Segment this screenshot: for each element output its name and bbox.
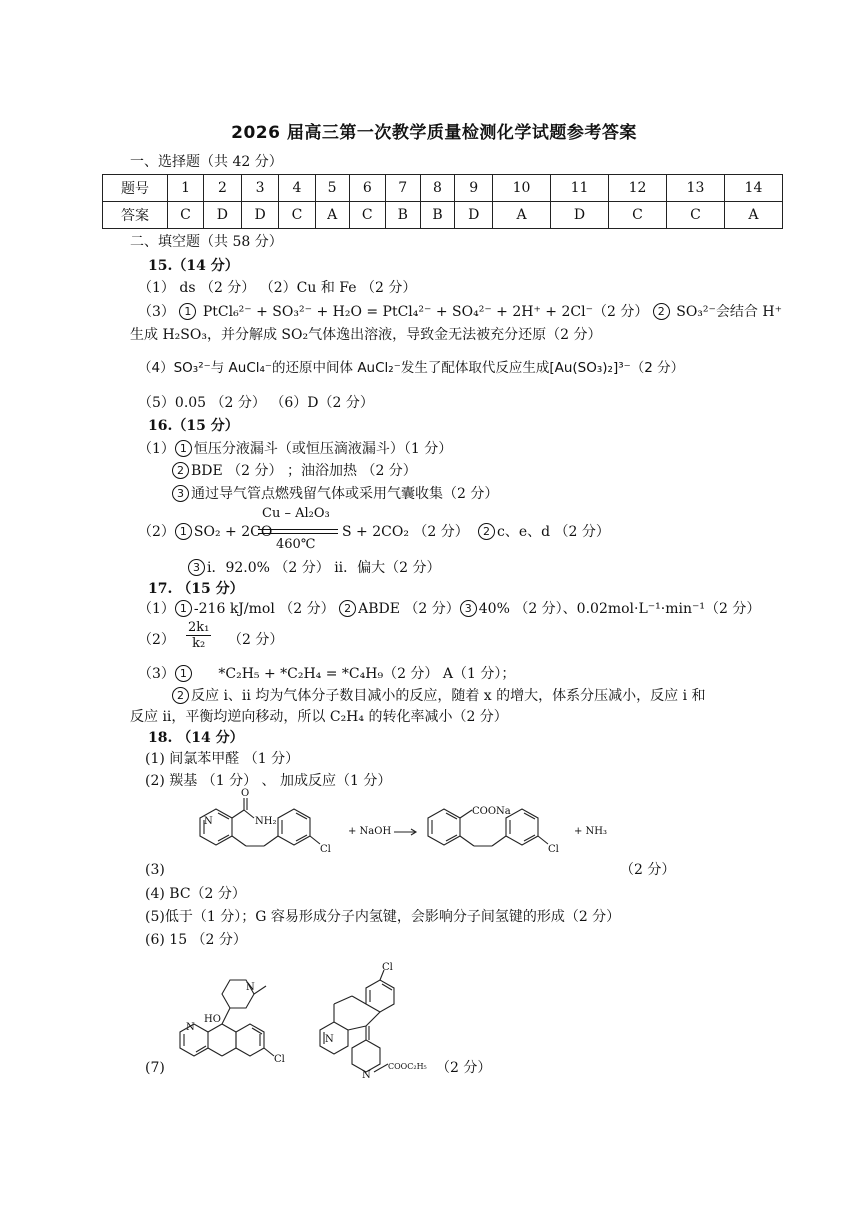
section2-heading: 二、填空题（共 58 分） [130, 234, 283, 250]
structure1-n-label: N [186, 1022, 195, 1033]
q15-line3: 生成 H₂SO₃，并分解成 SO₂气体逸出溶液，导致金无法被充分还原（2 分） [130, 327, 602, 343]
answer-cell: A [315, 202, 349, 229]
byproduct-nh3: + NH₃ [574, 826, 608, 837]
q-number: 3 [241, 175, 279, 202]
q15-label: 15.（14 分） [148, 258, 239, 274]
row-header-answer: 答案 [103, 202, 168, 229]
q17-choice: ABDE （2 分） [358, 601, 460, 617]
answer-cell: C [279, 202, 315, 229]
q17-fraction [186, 620, 211, 651]
q17-elementary-step: *C₂H₅ + *C₂H₄ = *C₄H₉（2 分） A（1 分）； [218, 666, 516, 682]
q17-line4 [172, 686, 706, 706]
answer-table [102, 174, 783, 229]
reagent-naoh: + NaOH [348, 826, 392, 837]
circled-number: 3 [172, 485, 189, 502]
q-number: 12 [609, 175, 667, 202]
q18-line6: (6) 15 （2 分） [145, 932, 247, 948]
amide-nh2-label: NH₂ [255, 816, 277, 827]
answer-cell: D [241, 202, 279, 229]
q16-choice: BDE （2 分） ；油浴加热 （2 分） [191, 463, 417, 479]
q17-line1 [138, 599, 760, 619]
q-number: 5 [315, 175, 349, 202]
structure2-piperidine-ring [352, 1040, 380, 1072]
atom-n-label: N [204, 816, 213, 827]
answer-cell: C [168, 202, 204, 229]
q17-enthalpy: -216 kJ/mol （2 分） [193, 601, 335, 617]
circled-number: 2 [478, 523, 495, 540]
q15-line4: （4）SO₃²⁻与 AuCl₄⁻的还原中间体 AuCl₂⁻发生了配体取代反应生成[Au(SO₃)₂]³⁻（2 分） [138, 360, 685, 376]
carboxylate-label: COONa [472, 806, 511, 817]
q16-line4-left [138, 522, 272, 542]
circled-number: 3 [188, 559, 205, 576]
q18-part7-score: （2 分） [436, 1060, 492, 1076]
fraction-denominator: k₂ [192, 636, 206, 651]
q18-line2: (2) 羰基 （1 分） 、 加成反应（1 分） [145, 773, 392, 789]
q16-part2-number: （2） [138, 524, 175, 540]
q18-part7-number: (7) [145, 1060, 165, 1076]
structure1-piperidine-n-label: N [246, 982, 255, 993]
q15-explanation-start: SO₃²⁻会结合 H⁺ [676, 304, 782, 320]
q16-yield: i．92.0% （2 分） ii．偏大（2 分） [207, 560, 441, 576]
q16-line1 [138, 439, 452, 459]
q-number: 10 [493, 175, 551, 202]
q17-part2-score: （2 分） [228, 632, 284, 648]
answer-cell: A [724, 202, 782, 229]
q16-line3 [172, 484, 498, 504]
circled-number: 2 [172, 462, 189, 479]
row-header-question: 题号 [103, 175, 168, 202]
q-number: 4 [279, 175, 315, 202]
q-number: 1 [168, 175, 204, 202]
answer-cell: D [455, 202, 493, 229]
q-number: 7 [385, 175, 420, 202]
q16-line5 [188, 558, 441, 578]
question-number-row [103, 175, 783, 202]
circled-number: 2 [653, 303, 670, 320]
q18-label: 18. （14 分） [148, 730, 244, 746]
circled-number: 1 [175, 665, 192, 682]
answer-cell: B [420, 202, 455, 229]
answer-row [103, 202, 783, 229]
structure2-n-label: N [325, 1034, 334, 1045]
structure2-chlorine-label: Cl [382, 962, 393, 973]
q17-label: 17. （15 分） [148, 581, 244, 597]
q-number: 8 [420, 175, 455, 202]
structure1-hydroxyl-label: HO [204, 1014, 221, 1025]
q-number: 6 [349, 175, 385, 202]
q16-label: 16.（15 分） [148, 418, 239, 434]
q-number: 9 [455, 175, 493, 202]
chlorine-label: Cl [320, 844, 331, 855]
q16-line2 [172, 461, 417, 481]
structure2-piperidine-n-label: N [362, 1070, 371, 1081]
q16-part1-number: （1） [138, 441, 175, 457]
q15-line1: （1） ds （2 分） （2）Cu 和 Fe （2 分） [138, 280, 417, 296]
q16-order: c、e、d （2 分） [497, 524, 610, 540]
product-chlorine-label: Cl [548, 844, 559, 855]
q17-explanation: 反应 i、ii 均为气体分子数目减小的反应，随着 x 的增大，体系分压减小，反应 i 和 [191, 688, 706, 704]
answer-cell: C [609, 202, 667, 229]
equation-products: S + 2CO₂ （2 分） [342, 524, 469, 540]
q17-line5: 反应 ii，平衡均逆向移动，所以 C₂H₄ 的转化率减小（2 分） [130, 709, 508, 725]
q16-gas-treatment: 通过导气管点燃残留气体或采用气囊收集（2 分） [191, 486, 499, 502]
answer-cell: C [666, 202, 724, 229]
answer-cell: D [204, 202, 242, 229]
q-number: 2 [204, 175, 242, 202]
reaction-condition-catalyst: Cu – Al₂O₃ [262, 506, 330, 521]
q17-part3-number: （3） [138, 666, 175, 682]
answer-cell: D [551, 202, 609, 229]
q15-part3-number: （3） [138, 304, 175, 320]
q17-part2-number: （2） [138, 632, 175, 648]
q18-part3-number: (3) [145, 862, 165, 878]
structure1-chlorine-label: Cl [274, 1054, 285, 1065]
section1-heading: 一、选择题（共 42 分） [130, 154, 283, 170]
circled-number: 3 [460, 600, 477, 617]
circled-number: 1 [175, 600, 192, 617]
q15-line2 [138, 302, 782, 322]
answer-cell: B [385, 202, 420, 229]
product-benzene-ring [428, 809, 460, 845]
q-number: 13 [666, 175, 724, 202]
q-number: 11 [551, 175, 609, 202]
q16-line4-right [478, 522, 610, 542]
q15-equation: PtCl₆²⁻ + SO₃²⁻ + H₂O = PtCl₄²⁻ + SO₄²⁻ + 2H⁺ + 2Cl⁻（2 分） [202, 304, 649, 320]
q18-line4: (4) BC（2 分） [145, 886, 246, 902]
circled-number: 2 [172, 687, 189, 704]
q18-line5: (5)低于（1 分）；G 容易形成分子内氢键，会影响分子间氢键的形成（2 分） [145, 909, 621, 925]
product-chlorophenyl-ring [506, 809, 538, 845]
q17-rate: 40% （2 分）、0.02mol·L⁻¹·min⁻¹（2 分） [478, 601, 761, 617]
q18-part3-score: （2 分） [620, 862, 676, 878]
equals-line-bottom [258, 533, 338, 534]
equals-line-top [258, 529, 338, 530]
circled-number: 1 [179, 303, 196, 320]
benzene-ring [278, 809, 310, 845]
q15-line5: （5）0.05 （2 分） （6）D（2 分） [138, 395, 374, 411]
page-title: 2026 届高三第一次教学质量检测化学试题参考答案 [231, 123, 637, 143]
q17-part1-number: （1） [138, 601, 175, 617]
structure2-ester-label: COOC₂H₅ [388, 1062, 427, 1071]
circled-number: 1 [175, 523, 192, 540]
circled-number: 2 [339, 600, 356, 617]
answer-cell: C [349, 202, 385, 229]
equation-reactants: SO₂ + 2CO [193, 524, 273, 540]
reaction-condition-temperature: 460℃ [276, 537, 316, 552]
q-number: 14 [724, 175, 782, 202]
atom-o-label: O [241, 788, 250, 799]
fraction-numerator: 2k₁ [188, 620, 210, 635]
answer-cell: A [493, 202, 551, 229]
q17-line3 [138, 664, 515, 684]
q16-apparatus: 恒压分液漏斗（或恒压滴液漏斗）（1 分） [193, 441, 453, 457]
pyridine-ring [200, 809, 232, 845]
q18-line1: (1) 间氯苯甲醛 （1 分） [145, 751, 300, 767]
circled-number: 1 [175, 440, 192, 457]
